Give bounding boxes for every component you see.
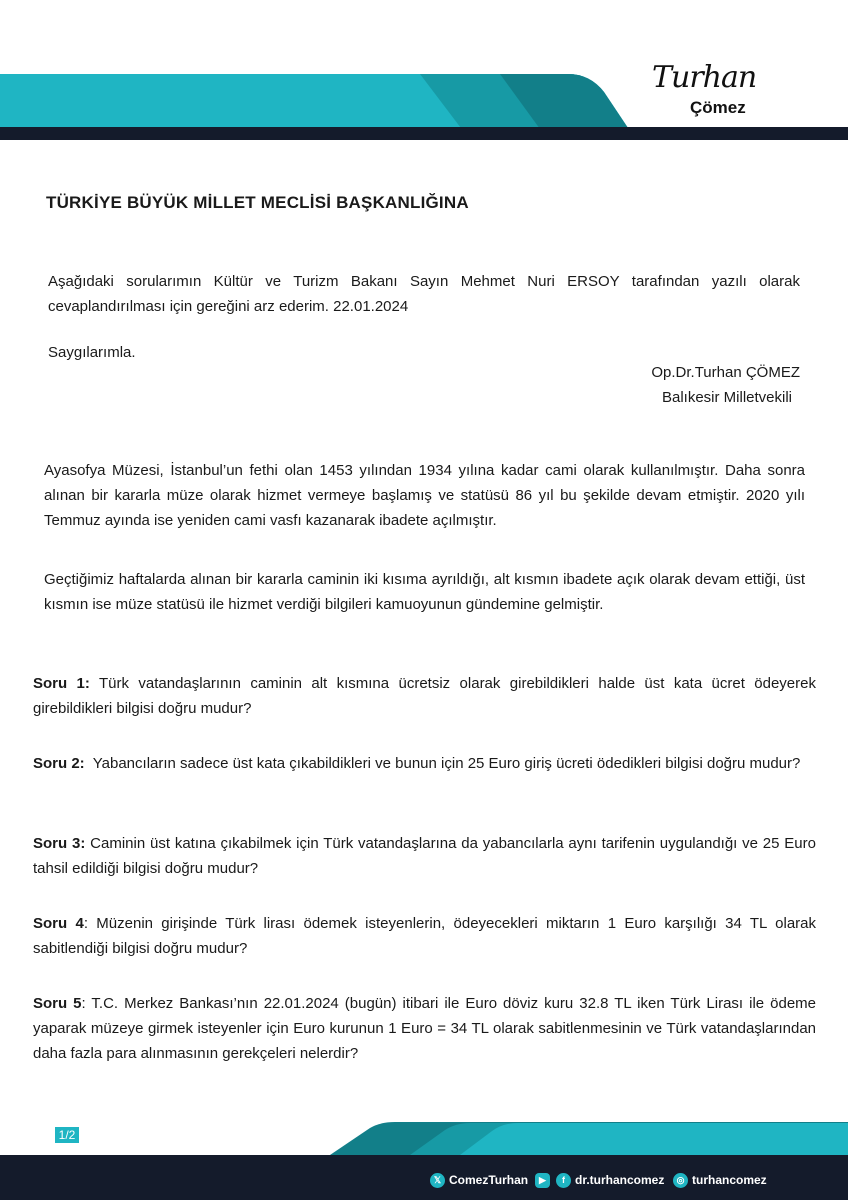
question-label: Soru 4: [33, 915, 84, 932]
social-handle-facebook: dr.turhancomez: [575, 1173, 665, 1187]
logo-signature: Turhan: [652, 60, 757, 95]
page-number: 1/2: [55, 1127, 79, 1143]
intro-paragraph: Aşağıdaki sorularımın Kültür ve Turizm Bakanı Sayın Mehmet Nuri ERSOY tarafından yazılı olarak cevaplandırılması için gereğini arz ederim. 22.01.2024: [48, 273, 800, 315]
question-text: Türk vatandaşlarının caminin alt kısmına ücretsiz olarak girebildikleri halde üst kata ücret ödeyerek girebildikleri bilgisi doğru mudur?: [33, 675, 816, 717]
question-label: Soru 1:: [33, 675, 90, 692]
turhan-comez-logo: [648, 60, 758, 130]
body-paragraph-2: Geçtiğimiz haftalarda alınan bir kararla caminin iki kısıma ayrıldığı, alt kısmın ibadete açık olarak devam ettiği, üst kısmın ise müze statüsü ile hizmet verdiği bilgileri kamuoyunun gündemine gelmiştir.: [44, 571, 805, 613]
social-facebook[interactable]: [556, 1171, 664, 1189]
social-youtube[interactable]: [535, 1171, 554, 1189]
youtube-icon: ▶: [535, 1173, 550, 1188]
question-1: [33, 671, 816, 721]
question-text: Caminin üst katına çıkabilmek için Türk vatandaşlarına da yabancılarla aynı tarifenin uygulandığı ve 25 Euro tahsil edildiği bilgisi doğru mudur?: [33, 835, 816, 877]
x-icon: 𝕏: [430, 1173, 445, 1188]
question-text: : T.C. Merkez Bankası’nın 22.01.2024 (bugün) itibari ile Euro döviz kuru 32.8 TL iken Türk Lirası ile ödeme yaparak müzeye girmek isteyenler için Euro kurunun 1 Euro = 34 TL olarak sabitlenmesinin ve Türk vatandaşlarından daha fazla para alınmasının gerekçeleri nelerdir?: [33, 995, 816, 1062]
social-handle-instagram: turhancomez: [692, 1173, 767, 1187]
greeting: Saygılarımla.: [48, 344, 136, 361]
facebook-icon: f: [556, 1173, 571, 1188]
logo-surname: Çömez: [690, 98, 746, 117]
question-text: : Müzenin girişinde Türk lirası ödemek isteyenlerin, ödeyecekleri miktarın 1 Euro karşılığı 34 TL olarak sabitlendiği bilgisi doğru mudur?: [33, 915, 816, 957]
question-2: [33, 751, 816, 776]
question-label: Soru 5: [33, 995, 82, 1012]
body-paragraph-1: Ayasofya Müzesi, İstanbul’un fethi olan 1453 yılından 1934 yılına kadar cami olarak kullanılmıştır. Daha sonra alınan bir kararla müze olarak hizmet vermeye başlamış ve statüsü 86 yıl bu şekilde devam etmiştir. 2020 yılı Temmuz ayında ise yeniden cami vasfı kazanarak ibadete açılmıştır.: [44, 462, 805, 529]
social-handle-x: ComezTurhan: [449, 1173, 529, 1187]
instagram-icon: ◎: [673, 1173, 688, 1188]
question-label: Soru 3:: [33, 835, 86, 852]
question-text: Yabancıların sadece üst kata çıkabildikleri ve bunun için 25 Euro giriş ücreti ödedikleri bilgisi doğru mudur?: [92, 755, 801, 772]
document-title: TÜRKİYE BÜYÜK MİLLET MECLİSİ BAŞKANLIĞINA: [46, 193, 469, 212]
signature-block: [651, 360, 800, 410]
social-x[interactable]: [430, 1171, 528, 1189]
question-4: [33, 911, 816, 961]
question-3: [33, 831, 816, 881]
social-instagram[interactable]: [673, 1171, 767, 1189]
signature-name: Op.Dr.Turhan ÇÖMEZ: [651, 364, 800, 381]
question-label: Soru 2:: [33, 755, 85, 772]
question-5: [33, 991, 816, 1066]
signature-title: Balıkesir Milletvekili: [661, 389, 792, 406]
